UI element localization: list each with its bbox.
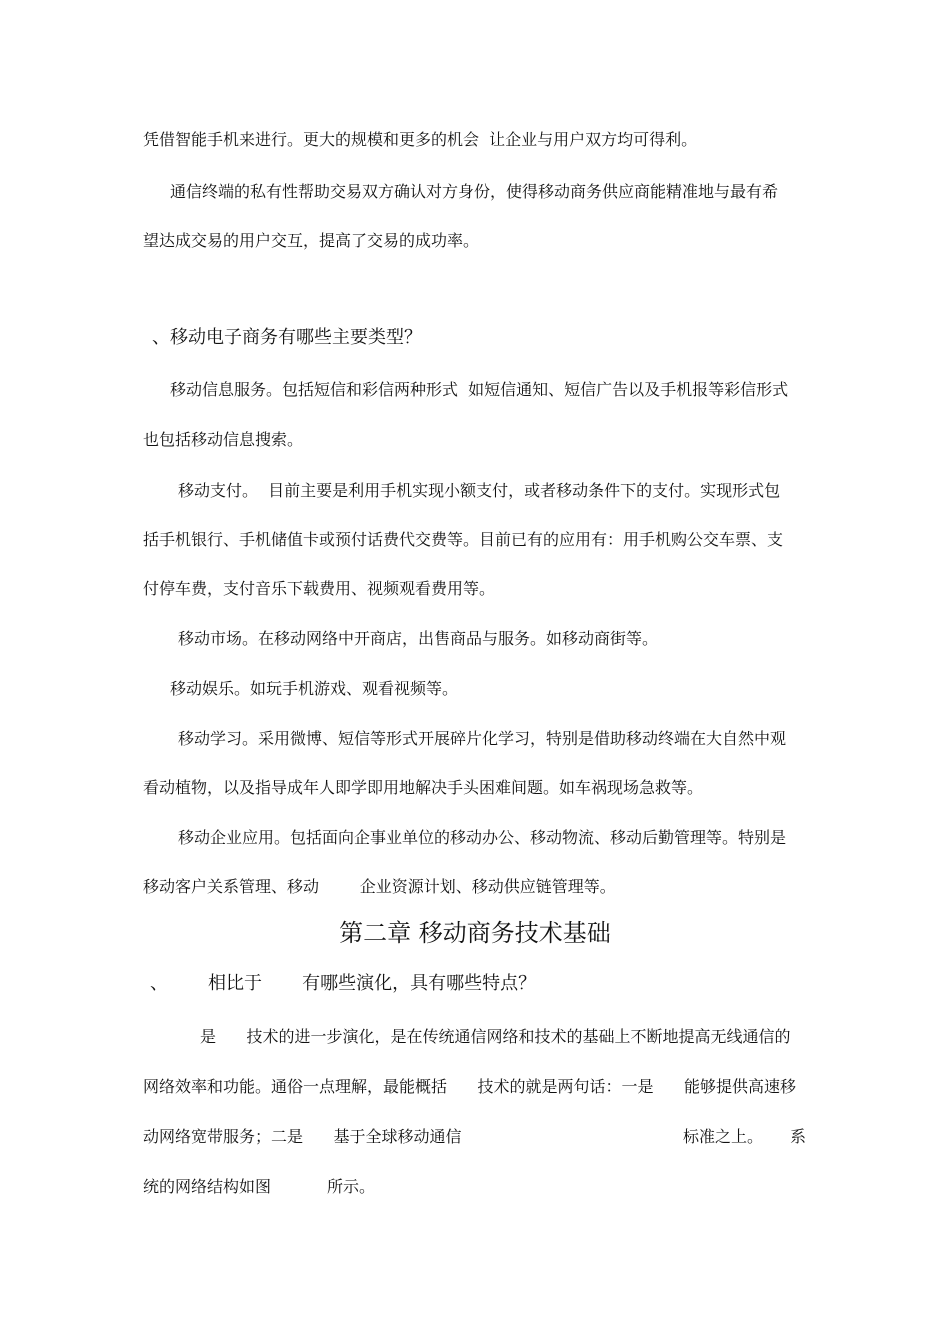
section-question: 、 相比于 有哪些演化，具有哪些特点？ <box>150 973 537 994</box>
paragraph-line: 统的网络结构如图 所示。 <box>143 1177 375 1196</box>
chapter-title: 第二章 移动商务技术基础 <box>339 919 611 947</box>
paragraph-line: 移动企业应用。包括面向企事业单位的移动办公、移动物流、移动后勤管理等。特别是 <box>178 828 787 847</box>
paragraph-line: 括手机银行、手机储值卡或预付话费代交费等。目前已有的应用有：用手机购公交车票、支 <box>143 530 784 549</box>
paragraph-line: 移动学习。采用微博、短信等形式开展碎片化学习，特别是借助移动终端在大自然中观 <box>178 729 787 748</box>
section-question: 、移动电子商务有哪些主要类型？ <box>152 327 422 348</box>
paragraph-line: 凭借智能手机来进行。更大的规模和更多的机会 让企业与用户双方均可得利。 <box>143 130 698 149</box>
paragraph-line: 通信终端的私有性帮助交易双方确认对方身份，使得移动商务供应商能精准地与最有希 <box>170 182 779 201</box>
paragraph-line: 是 技术的进一步演化，是在传统通信网络和技术的基础上不断地提高无线通信的 <box>200 1027 791 1046</box>
paragraph-line: 望达成交易的用户交互，提高了交易的成功率。 <box>143 231 480 250</box>
paragraph-line: 也包括移动信息搜索。 <box>143 430 304 449</box>
paragraph-line: 移动信息服务。包括短信和彩信两种形式 如短信通知、短信广告以及手机报等彩信形式 <box>170 380 789 399</box>
paragraph-line: 系 <box>790 1127 807 1146</box>
paragraph-line: 移动支付。 目前主要是利用手机实现小额支付，或者移动条件下的支付。实现形式包 <box>178 481 781 500</box>
paragraph-line: 网络效率和功能。通俗一点理解，最能概括 技术的就是两句话：一是 能够提供高速移 <box>143 1077 797 1096</box>
paragraph-line: 移动客户关系管理、移动 企业资源计划、移动供应链管理等。 <box>143 877 616 896</box>
paragraph-line: 移动娱乐。如玩手机游戏、观看视频等。 <box>170 679 459 698</box>
paragraph-line: 标准之上。 <box>683 1127 764 1146</box>
paragraph-line: 付停车费，支付音乐下载费用、视频观看费用等。 <box>143 579 496 598</box>
paragraph-line: 移动市场。在移动网络中开商店，出售商品与服务。如移动商街等。 <box>178 629 659 648</box>
paragraph-line: 看动植物，以及指导成年人即学即用地解决手头困难间题。如车祸现场急救等。 <box>143 778 704 797</box>
paragraph-line: 动网络宽带服务；二是 基于全球移动通信 <box>143 1127 462 1146</box>
